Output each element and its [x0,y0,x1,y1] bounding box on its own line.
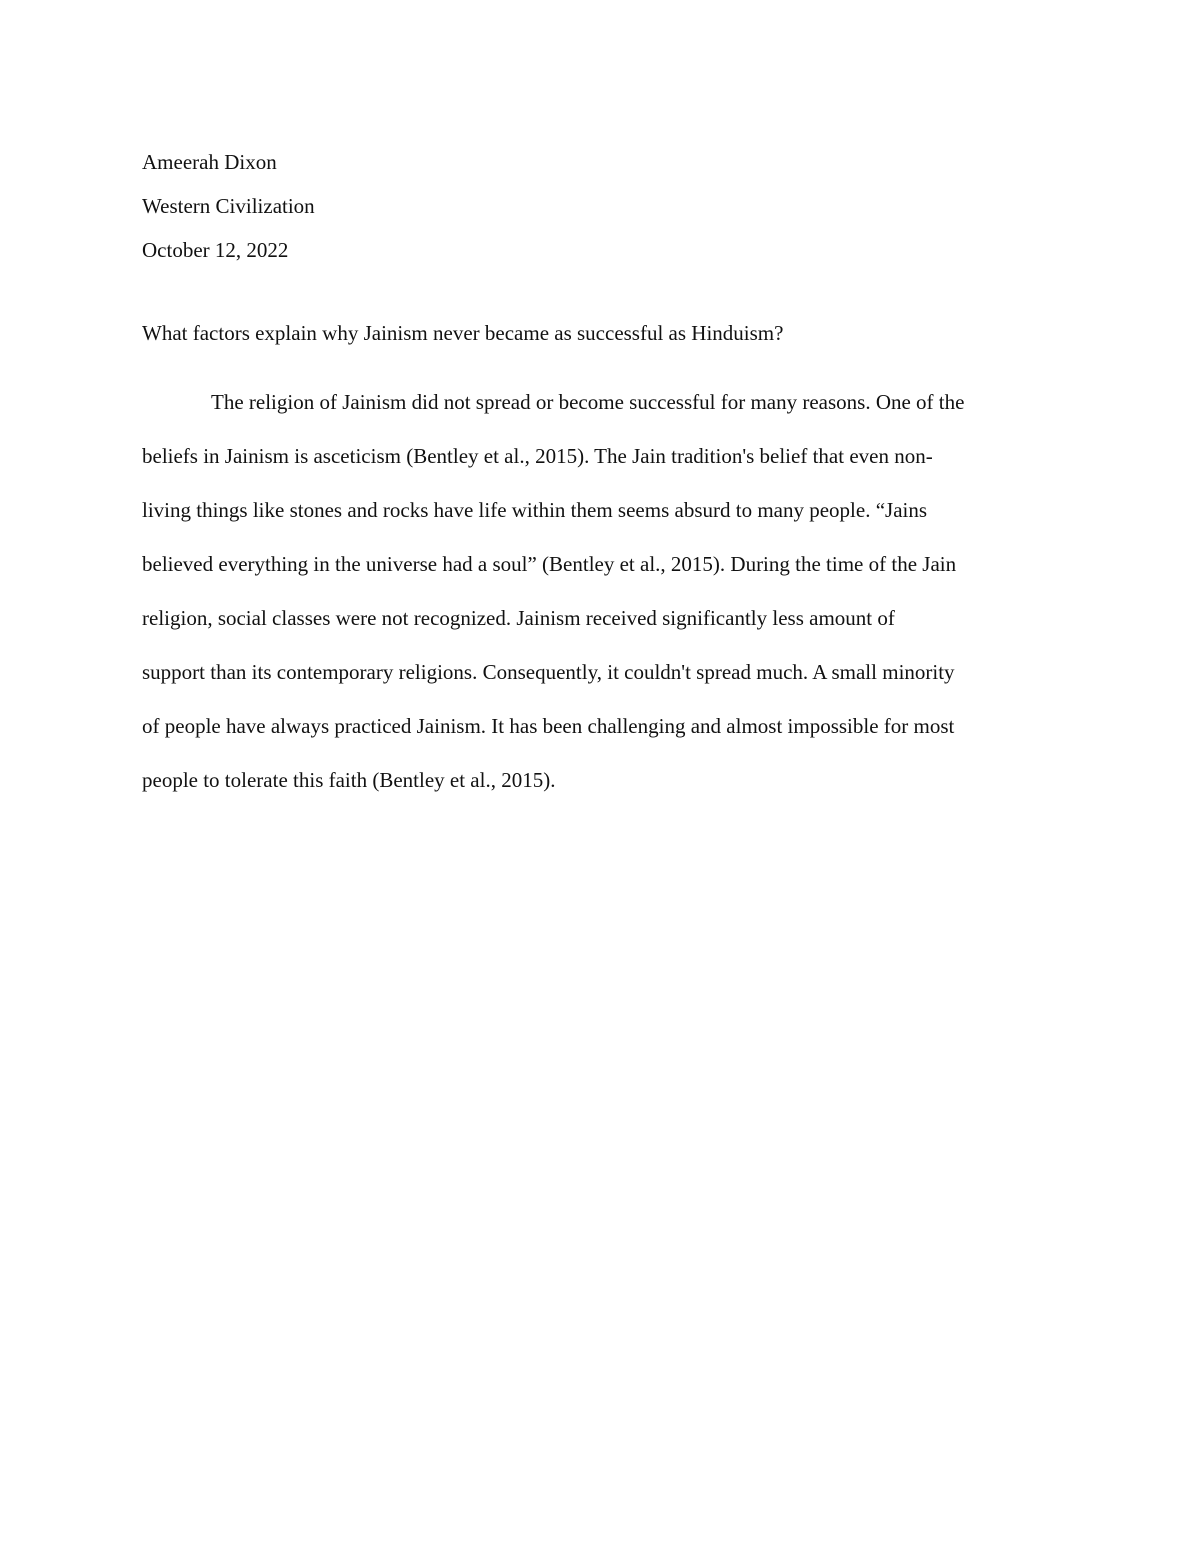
paragraph-line: believed everything in the universe had a soul” (Bentley et al., 2015). During the time of the Jain [142,552,957,576]
paragraph-line: beliefs in Jainism is asceticism (Bentley et al., 2015). The Jain tradition's belief that even non- [142,444,933,468]
paragraph-line: of people have always practiced Jainism. It has been challenging and almost impossible for most [142,714,955,738]
paragraph-line: The religion of Jainism did not spread or become successful for many reasons. One of the [211,390,965,414]
author-name: Ameerah Dixon [142,150,277,174]
paragraph-line: living things like stones and rocks have life within them seems absurd to many people. “Jains [142,498,928,522]
essay-paragraph [142,375,1058,807]
essay-question: What factors explain why Jainism never became as successful as Hinduism? [142,321,784,345]
document-content [142,140,1058,807]
paragraph-line: religion, social classes were not recognized. Jainism received significantly less amount of [142,606,895,630]
paragraph-line: people to tolerate this faith (Bentley et al., 2015). [142,768,556,792]
paragraph-line: support than its contemporary religions. Consequently, it couldn't spread much. A small minority [142,660,955,684]
course-name: Western Civilization [142,194,315,218]
document-date: October 12, 2022 [142,238,289,262]
